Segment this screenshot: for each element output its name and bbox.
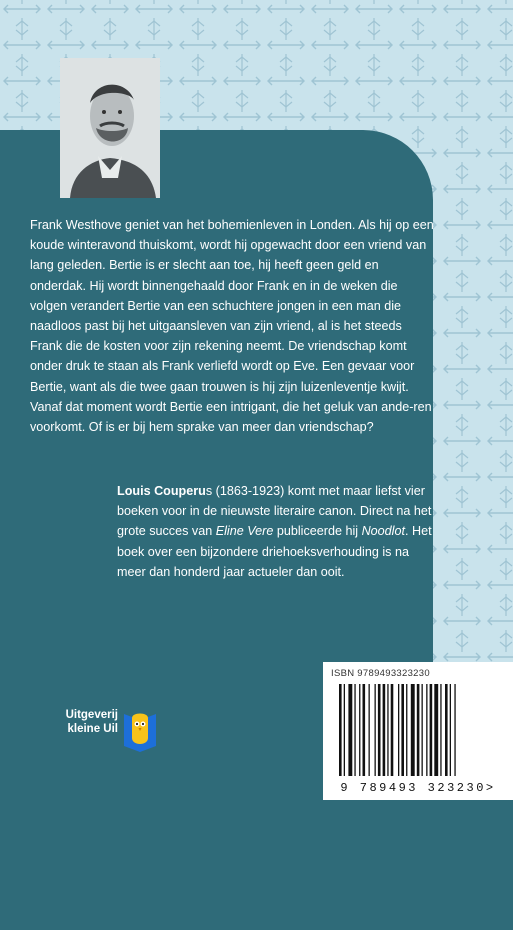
publisher-line2: kleine Uil <box>67 723 118 735</box>
bio-text-2: publiceerde hij <box>273 524 362 539</box>
barcode-area <box>323 662 513 800</box>
owl-book-icon <box>122 708 158 754</box>
publisher-name <box>58 708 118 736</box>
author-name-suffix: s <box>205 484 213 498</box>
author-name: Louis Couperu <box>117 484 206 498</box>
author-portrait <box>60 58 160 198</box>
isbn-digit-string: 9 789493 323230 <box>340 781 486 795</box>
blurb-text: Frank Westhove geniet van het bohemienleven in Londen. Als hij op een koude winteravond thuiskomt, wordt hij opgewacht door een vriend van lang geleden. Bertie is er slecht aan toe, hij heeft geen geld en onderdak. Hij wordt binnengehaald door Frank en in de weken die volgen verandert Bertie van een schuchtere jongen in een man die naadloos past bij het uitgaansleven van zijn vriend, al is het steeds Frank die de kosten voor zijn rekening neemt. De vriendschap komt onder druk te staan als Frank verliefd wordt op Eve. Een gevaar voor Bertie, want als die twee gaan trouwen is hij zijn luizenleventje kwijt. Vanaf dat moment wordt Bertie een intrigant, die het geluk van ande-ren voorkomt. Of is er bij hem sprake van meer dan vriendschap? <box>30 218 434 435</box>
bio-text-3: . Het boek over een bijzondere driehoeksverhouding is na meer dan honderd jaar actueler dan ooit. <box>117 524 432 579</box>
book-blurb <box>30 215 435 437</box>
book-title-eline-vere: Eline Vere <box>215 524 274 539</box>
bio-text-1: (1863-1923) komt met maar liefst vier boeken voor in de nieuwste literaire canon. Direct na het grote succes van <box>117 484 432 539</box>
barcode-image <box>323 684 513 780</box>
isbn-digits <box>323 781 513 795</box>
author-bio-text <box>117 481 433 582</box>
barcode-arrow: > <box>485 781 496 795</box>
publisher-logo <box>58 708 158 758</box>
isbn-label: ISBN 9789493323230 <box>331 668 430 679</box>
book-title-noodlot: Noodlot <box>361 524 405 539</box>
author-bio <box>117 481 433 582</box>
publisher-line1: Uitgeverij <box>65 709 118 721</box>
